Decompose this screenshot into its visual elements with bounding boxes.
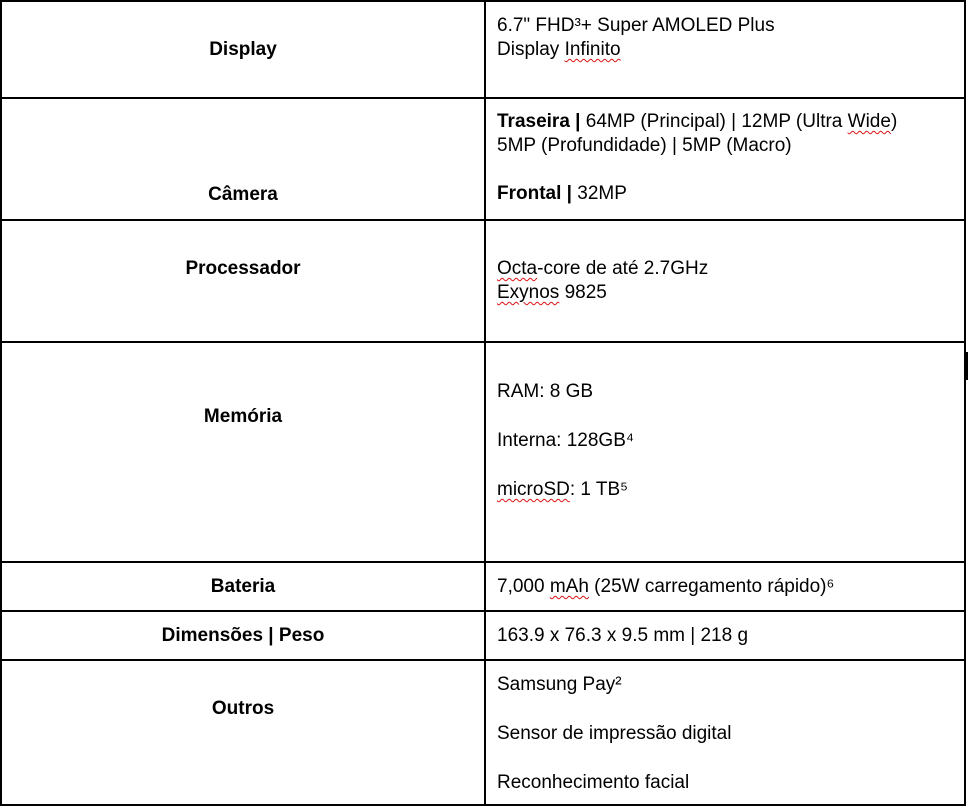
spacer [497,746,958,771]
spec-value-display [485,1,965,98]
table-row [1,562,965,611]
memory-ram: RAM: 8 GB [497,381,594,402]
memory-sd [497,478,958,502]
cpu-model: 9825 [559,282,607,303]
spec-label-battery: Bateria [1,562,485,611]
spec-value-battery [485,562,965,611]
table-row [1,611,965,660]
table-row [1,98,965,220]
display-line-2 [497,38,958,62]
spec-label-memory: Memória [1,342,485,562]
camera-front-line [497,182,958,206]
others-pay: Samsung Pay² [497,674,622,695]
memory-microsd: microSD [497,479,570,500]
table-row [1,1,965,98]
battery-mah: mAh [549,576,589,597]
front-specs: 32MP [571,183,627,204]
cpu-line-1 [497,257,958,281]
spec-value-memory [485,342,965,562]
rear-specs: 64MP (Principal) | 12MP (Ultra [580,111,848,132]
cpu-core: -core de até 2.7GHz [537,258,709,279]
spacer [497,453,958,478]
spec-label-others: Outros [1,660,485,805]
battery-charging: (25W carregamento rápido)⁶ [588,576,835,597]
spec-value-camera [485,98,965,220]
table-row [1,220,965,342]
spec-value-processor [485,220,965,342]
spec-label-display: Display [1,1,485,98]
battery-capacity: 7,000 [497,576,550,597]
cpu-line-2 [497,281,958,305]
others-face: Reconhecimento facial [497,772,690,793]
spec-label-camera: Câmera [1,98,485,220]
spec-label-processor: Processador [1,220,485,342]
rear-end: ) [890,111,898,132]
display-line-1: 6.7" FHD³+ Super AMOLED Plus [497,15,775,36]
front-label: Frontal | [497,183,572,204]
rear-wide: Wide [847,111,891,132]
cpu-exynos: Exynos [497,282,560,303]
display-word: Display [497,39,565,60]
battery-line [497,575,958,599]
cpu-octa: Octa [497,258,538,279]
spec-value-others [485,660,965,805]
dimensions-line: 163.9 x 76.3 x 9.5 mm | 218 g [497,625,749,646]
memory-internal: Interna: 128GB⁴ [497,430,635,451]
spacer [497,404,958,429]
text-cursor [965,352,968,380]
table-row [1,342,965,562]
camera-rear-line-2: 5MP (Profundidade) | 5MP (Macro) [497,135,792,156]
rear-label: Traseira | [497,111,581,132]
table-row [1,660,965,805]
camera-rear-line [497,110,958,134]
memory-sd-size: : 1 TB⁵ [569,479,629,500]
spacer [497,697,958,722]
spec-value-dimensions [485,611,965,660]
others-fingerprint: Sensor de impressão digital [497,723,732,744]
spacer [497,158,958,182]
display-infinito: Infinito [564,39,621,60]
spec-label-dimensions: Dimensões | Peso [1,611,485,660]
